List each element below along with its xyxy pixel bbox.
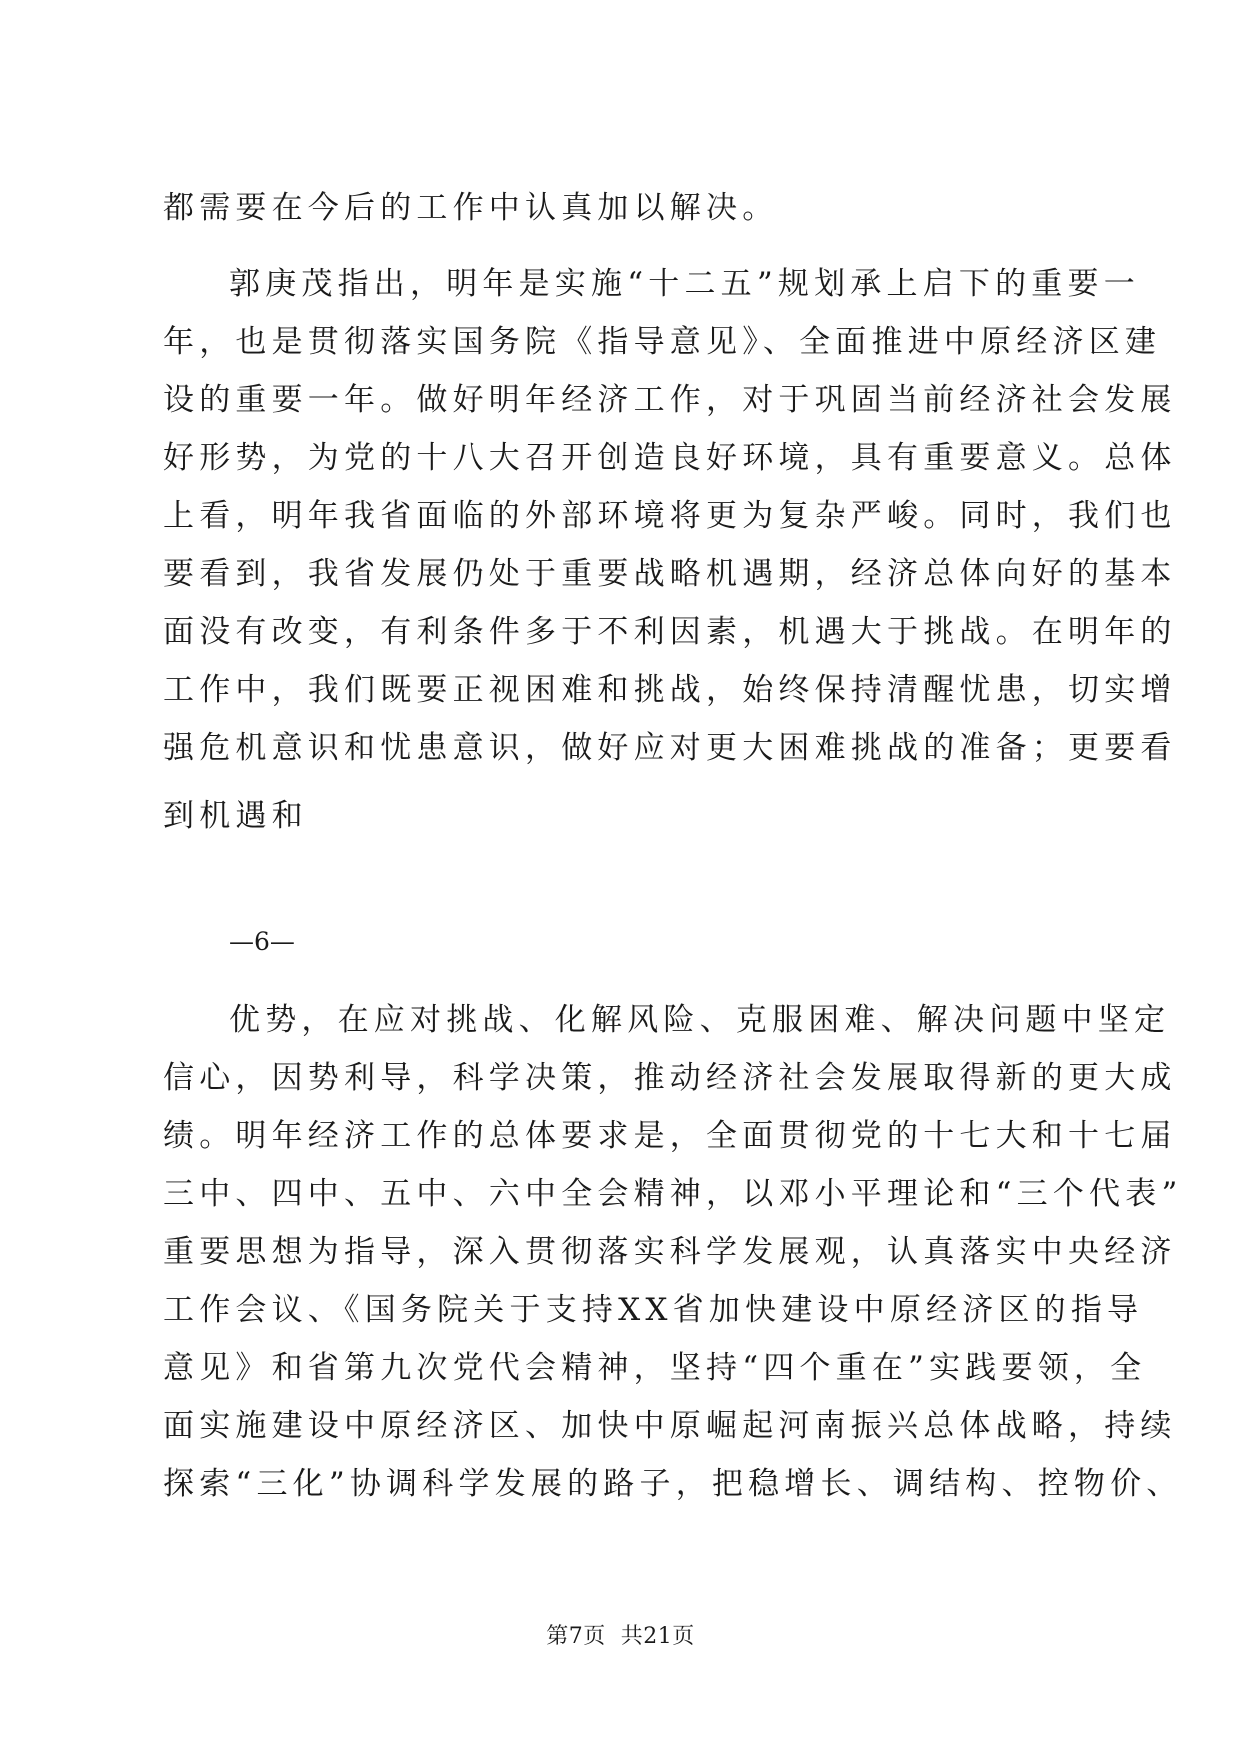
text-line: 郭庚茂指出，明年是实施“十二五”规划承上启下的重要一 bbox=[229, 266, 1140, 302]
text-line: 工作中，我们既要正视困难和挑战，始终保持清醒忧患，切实增 bbox=[163, 672, 1177, 708]
text-line: 都需要在今后的工作中认真加以解决。 bbox=[163, 190, 779, 226]
text-line: 到机遇和 bbox=[163, 798, 308, 834]
text-line: 年，也是贯彻落实国务院《指导意见》、全面推进中原经济区建 bbox=[163, 324, 1162, 360]
text-line: 要看到，我省发展仍处于重要战略机遇期，经济总体向好的基本 bbox=[163, 556, 1177, 592]
page-marker: —6— bbox=[229, 927, 295, 956]
text-line: 信心，因势利导，科学决策，推动经济社会发展取得新的更大成 bbox=[163, 1060, 1177, 1096]
footer-total-pages: 共21页 bbox=[620, 1624, 695, 1649]
footer-current-page: 第7页 bbox=[546, 1624, 606, 1649]
page-footer bbox=[0, 1622, 1241, 1652]
text-line: 强危机意识和忧患意识，做好应对更大困难挑战的准备；更要看 bbox=[163, 730, 1177, 766]
text-line: 绩。明年经济工作的总体要求是，全面贯彻党的十七大和十七届 bbox=[163, 1118, 1177, 1154]
text-line: 设的重要一年。做好明年经济工作，对于巩固当前经济社会发展 bbox=[163, 382, 1177, 418]
text-line: 面实施建设中原经济区、加快中原崛起河南振兴总体战略，持续 bbox=[163, 1408, 1177, 1444]
text-line: 工作会议、《国务院关于支持XX省加快建设中原经济区的指导 bbox=[163, 1292, 1144, 1328]
text-line: 重要思想为指导，深入贯彻落实科学发展观，认真落实中央经济 bbox=[163, 1234, 1177, 1270]
text-line: 意见》和省第九次党代会精神，坚持“四个重在”实践要领，全 bbox=[163, 1350, 1147, 1386]
text-line: 上看，明年我省面临的外部环境将更为复杂严峻。同时，我们也 bbox=[163, 498, 1177, 534]
text-line: 优势，在应对挑战、化解风险、克服困难、解决问题中坚定 bbox=[229, 1002, 1171, 1038]
text-line: 面没有改变，有利条件多于不利因素，机遇大于挑战。在明年的 bbox=[163, 614, 1177, 650]
text-line: 三中、四中、五中、六中全会精神，以邓小平理论和“三个代表” bbox=[163, 1176, 1183, 1212]
text-line: 好形势，为党的十八大召开创造良好环境，具有重要意义。总体 bbox=[163, 440, 1177, 476]
text-line: 探索“三化”协调科学发展的路子，把稳增长、调结构、控物价、 bbox=[163, 1466, 1183, 1502]
